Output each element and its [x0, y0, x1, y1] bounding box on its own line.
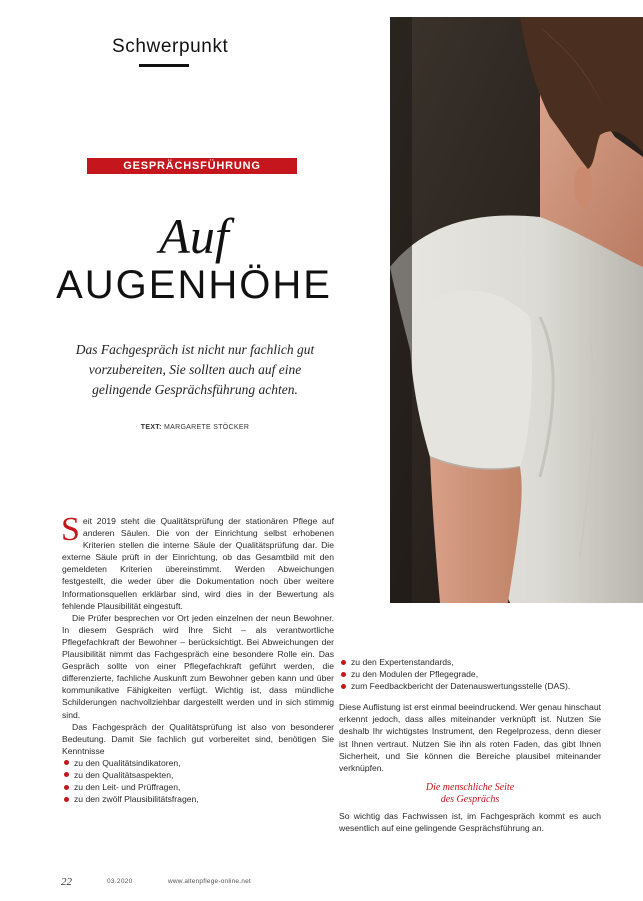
- list-item: zu den Expertenstandards,: [339, 656, 601, 668]
- knowledge-list: [62, 757, 334, 805]
- byline-label: TEXT:: [140, 424, 162, 431]
- article-photo: [390, 17, 643, 603]
- subheading-line: des Gesprächs: [440, 793, 500, 805]
- body-paragraph: Diese Auflistung ist erst einmal beeindruckend. Wer genau hinschaut erkennt jedoch, dass alles miteinander verknüpft ist. Nutzen Sie deshalb Ihr wichtigstes Instrument, den Regelprozess, denn dieser ist Ihnen vertraut. Nutzen Sie ihn als roten Faden, das gibt Ihnen Sicherheit, und Sie können die Bereiche plausibel miteinander verknüpfen.: [339, 702, 601, 773]
- list-item: zu den Leit- und Prüffragen,: [62, 781, 334, 793]
- list-item: zu den Qualitätsaspekten,: [62, 769, 334, 781]
- section-divider: [139, 64, 189, 67]
- article-lead: Das Fachgespräch ist nicht nur fachlich gut vorzubereiten, Sie sollten auch auf eine gelingende Gesprächsführung achten.: [75, 342, 315, 397]
- list-item: zu den Qualitätsindikatoren,: [62, 757, 334, 769]
- website-url: www.altenpflege-online.net: [168, 878, 251, 885]
- drop-cap: S: [61, 511, 80, 548]
- byline-author: MARGARETE STÖCKER: [163, 424, 250, 431]
- list-item: zu den Modulen der Pflegegrade,: [339, 668, 601, 680]
- issue-date: 03.2020: [107, 878, 133, 885]
- byline: [120, 424, 270, 431]
- section-title: Schwerpunkt: [112, 36, 229, 57]
- paragraph-text: eit 2019 steht die Qualitätsprüfung der stationären Pflege auf anderen Säulen. Die von der Einrichtung selbst erhobenen Kriterien stellen die interne Säule der Qualitätsprüfung dar. Die externe Säule prüft in der Einrichtung, ob das Gesamtbild mit den gemeldeten Kriterien übereinstimmt. Werden Abweichungen festgestellt, die weder über die Dokumentation noch über weitere Informationsquellen erklärbar sind, wird dies in der Bewertung als fehlende Plausibilität eingestuft.: [62, 516, 334, 611]
- body-paragraph: So wichtig das Fachwissen ist, im Fachgespräch kommt es auch wesentlich auf eine gelingende Gesprächsführung an.: [339, 810, 601, 833]
- list-item: zum Feedbackbericht der Datenauswertungsstelle (DAS).: [339, 680, 601, 692]
- page-number: 22: [61, 876, 72, 888]
- category-label: GESPRÄCHSFÜHRUNG: [87, 158, 297, 174]
- subheading-line: Die menschliche Seite: [425, 781, 515, 793]
- list-item: zu den zwölf Plausibilitätsfragen,: [62, 793, 334, 805]
- body-paragraph: [61, 511, 334, 612]
- subheading: [339, 782, 601, 806]
- body-paragraph: Das Fachgespräch der Qualitätsprüfung ist also von besonderer Bedeutung. Damit Sie fachlich gut vorbereitet sind, benötigen Sie Kenntnisse: [62, 721, 334, 756]
- body-paragraph: Die Prüfer besprechen vor Ort jeden einzelnen der neun Bewohner. In diesem Gespräch wird Ihre Sicht – als verantwortliche Pflegefachkraft der Bewohner – berücksichtigt. Bei Abweichungen der Plausibilität nimmt das Fachgespräch eine besondere Rolle ein. Das Gespräch sollte von einer Pflegefachkraft geführt werden, die differenzierte, fachliche Auskunft zum Bewohner geben kann und über kommunikative Fähigkeiten verfügt. Wichtig ist, dass mündliche Schilderungen nachvollziehbar dargestellt werden und in sich stimmig sind.: [62, 612, 334, 720]
- headline-italic: Auf: [159, 208, 229, 264]
- body-column-2: [339, 656, 601, 834]
- headline-main: AUGENHÖHE: [56, 263, 332, 307]
- knowledge-list-continued: [339, 656, 601, 692]
- body-column-1: [61, 511, 334, 805]
